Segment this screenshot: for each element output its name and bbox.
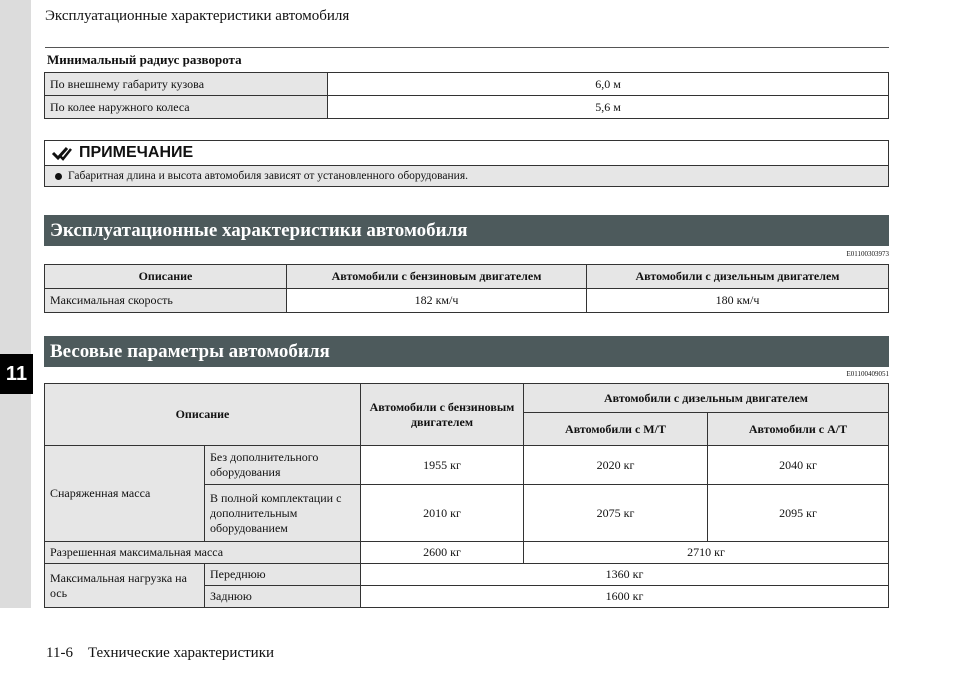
performance-code: E01100303973 — [846, 250, 889, 258]
table-row — [45, 96, 889, 119]
table-cell: Без дополнительного оборудования — [205, 446, 361, 485]
table-row — [45, 564, 889, 586]
table-cell: Максимальная нагрузка на ось — [45, 564, 205, 608]
table-header: Автомобили с А/Т — [708, 413, 889, 446]
table-row — [45, 289, 889, 313]
table-header: Автомобили с бензиновым двигателем — [287, 265, 587, 289]
table-cell: 2010 кг — [361, 485, 524, 542]
note-body — [45, 165, 888, 186]
table-cell: По колее наружного колеса — [45, 96, 328, 119]
table-cell: 2600 кг — [361, 542, 524, 564]
table-cell: В полной комплектации с дополнительным оборудованием — [205, 485, 361, 542]
table-cell: 2075 кг — [524, 485, 708, 542]
note-heading-text: ПРИМЕЧАНИЕ — [79, 144, 194, 161]
table-cell: 2710 кг — [524, 542, 889, 564]
bullet-icon — [55, 173, 62, 180]
table-header: Описание — [45, 265, 287, 289]
table-header-row — [45, 384, 889, 413]
performance-table — [44, 264, 889, 313]
table-cell: 2020 кг — [524, 446, 708, 485]
chapter-tab: 11 — [0, 354, 33, 394]
page-footer — [46, 645, 274, 662]
table-cell: Снаряженная масса — [45, 446, 205, 542]
table-header: Автомобили с М/Т — [524, 413, 708, 446]
table-cell: Разрешенная максимальная масса — [45, 542, 361, 564]
table-cell: 1955 кг — [361, 446, 524, 485]
table-cell: 6,0 м — [328, 73, 889, 96]
table-cell: 180 км/ч — [587, 289, 889, 313]
table-cell: Переднюю — [205, 564, 361, 586]
table-cell: Заднюю — [205, 586, 361, 608]
table-cell: 5,6 м — [328, 96, 889, 119]
note-check-icon — [51, 145, 73, 161]
page-header: Эксплуатационные характеристики автомобиля — [45, 8, 350, 24]
turning-radius-title: Минимальный радиус разворота — [47, 52, 242, 67]
table-header: Автомобили с бензиновым двигателем — [361, 384, 524, 446]
table-cell: 2095 кг — [708, 485, 889, 542]
weight-section-title: Весовые параметры автомобиля — [44, 336, 889, 367]
table-cell: 1600 кг — [361, 586, 889, 608]
weight-table — [44, 383, 889, 608]
table-cell: 2040 кг — [708, 446, 889, 485]
table-row — [45, 73, 889, 96]
table-cell: Максимальная скорость — [45, 289, 287, 313]
table-cell: 182 км/ч — [287, 289, 587, 313]
footer-section: Технические характеристики — [87, 645, 275, 661]
performance-section-title: Эксплуатационные характеристики автомобиля — [44, 215, 889, 246]
table-header: Описание — [45, 384, 361, 446]
note-box — [44, 140, 889, 187]
page-number: 11-6 — [46, 645, 73, 661]
table-cell: 1360 кг — [361, 564, 889, 586]
table-row — [45, 542, 889, 564]
table-cell: По внешнему габариту кузова — [45, 73, 328, 96]
note-text: Габаритная длина и высота автомобиля зависят от установленного оборудования. — [68, 170, 468, 182]
note-heading — [45, 141, 888, 165]
table-row — [45, 446, 889, 485]
table-header: Автомобили с дизельным двигателем — [587, 265, 889, 289]
header-divider — [45, 47, 889, 48]
table-header: Автомобили с дизельным двигателем — [524, 384, 889, 413]
table-header-row — [45, 265, 889, 289]
turning-radius-table — [44, 72, 889, 119]
weight-code: E01100409051 — [846, 370, 889, 378]
sidebar-strip — [0, 0, 31, 608]
